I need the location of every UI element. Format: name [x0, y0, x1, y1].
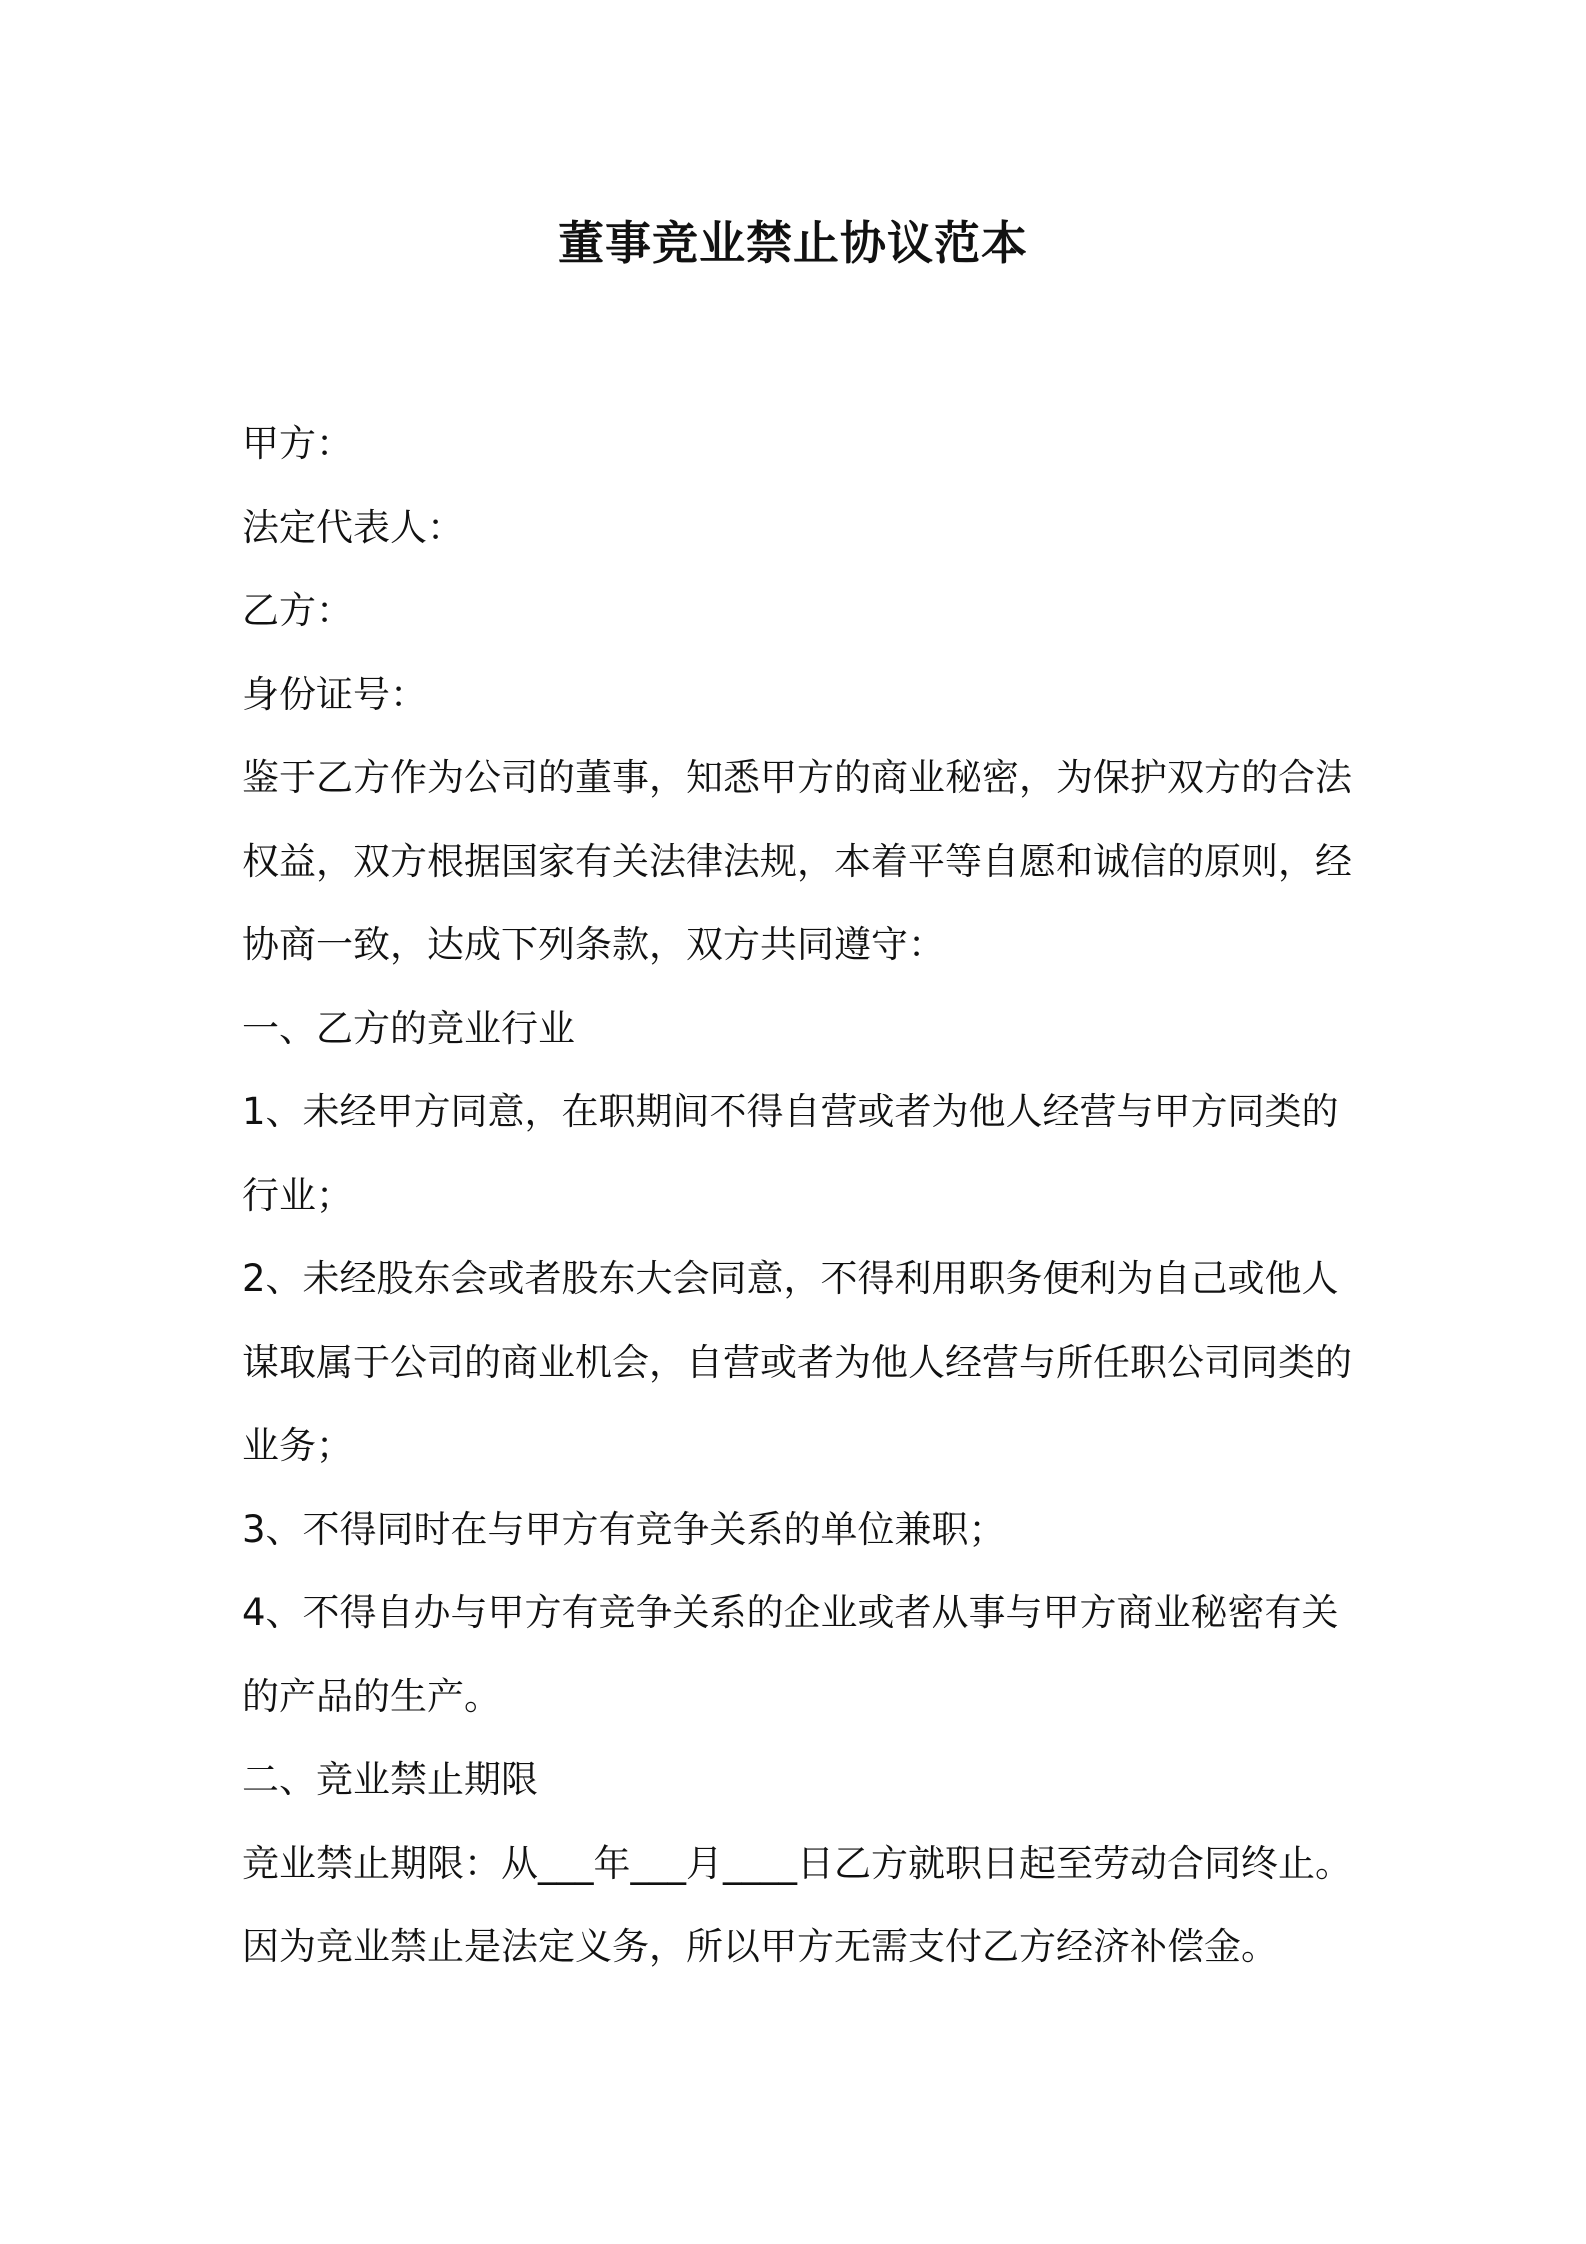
clause-2-line-2: 谋取属于公司的商业机会，自营或者为他人经营与所任职公司同类的 [242, 1340, 1352, 1384]
preamble-line-3: 协商一致，达成下列条款，双方共同遵守： [242, 923, 945, 966]
legal-representative-line: 法定代表人： [242, 505, 464, 549]
clause-4-line-1: 4、不得自办与甲方有竞争关系的企业或者从事与甲方商业秘密有关 [242, 1591, 1339, 1634]
section-2-heading: 二、竞业禁止期限 [242, 1758, 538, 1801]
clause-3-line: 3、不得同时在与甲方有竞争关系的单位兼职； [242, 1507, 1006, 1551]
clause-2-line-1: 2、未经股东会或者股东大会同意，不得利用职务便利为自己或他人 [242, 1257, 1339, 1300]
clause-4-line-2: 的产品的生产。 [242, 1674, 501, 1718]
clause-2-line-3: 业务； [242, 1424, 353, 1467]
clause-1-line-1: 1、未经甲方同意，在职期间不得自营或者为他人经营与甲方同类的 [242, 1090, 1339, 1133]
preamble-line-2: 权益，双方根据国家有关法律法规，本着平等自愿和诚信的原则，经 [242, 839, 1352, 883]
id-number-line: 身份证号： [242, 672, 427, 716]
party-b-line: 乙方： [242, 589, 353, 632]
preamble-line-1: 鉴于乙方作为公司的董事，知悉甲方的商业秘密，为保护双方的合法 [242, 756, 1352, 799]
clause-1-line-2: 行业； [242, 1173, 353, 1217]
compensation-line: 因为竞业禁止是法定义务，所以甲方无需支付乙方经济补偿金。 [242, 1925, 1278, 1968]
document-title: 董事竞业禁止协议范本 [558, 216, 1028, 270]
party-a-line: 甲方： [242, 422, 353, 465]
document-body [242, 402, 1362, 1989]
section-1-heading: 一、乙方的竞业行业 [242, 1006, 575, 1050]
term-line: 竞业禁止期限：从___年___月____日乙方就职日起至劳动合同终止。 [242, 1841, 1352, 1885]
